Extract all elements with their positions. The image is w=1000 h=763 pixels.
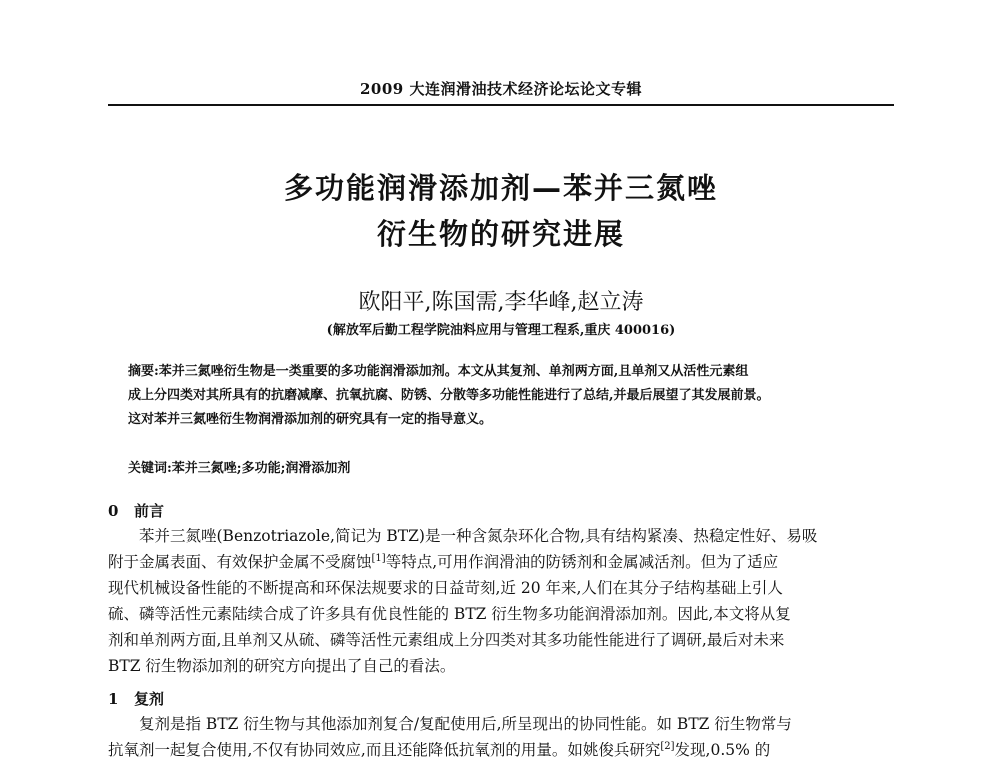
header-divider xyxy=(108,104,894,106)
body-line xyxy=(108,549,894,575)
abstract-block xyxy=(128,360,878,432)
author-list: 欧阳平,陈国需,李华峰,赵立涛 xyxy=(358,290,644,315)
section-number: 0 xyxy=(108,502,119,520)
body-text-segment: 抗氧剂一起复合使用,不仅有协同效应,而且还能降低抗氧剂的用量。如姚俊兵研究 xyxy=(108,741,661,759)
introduction-paragraph xyxy=(108,523,894,679)
section-title: 复剂 xyxy=(134,690,165,708)
body-line xyxy=(108,737,894,763)
section-heading-introduction xyxy=(108,500,164,521)
section-heading-compound-agents xyxy=(108,688,164,709)
paper-title-line-2: 衍生物的研究进展 xyxy=(376,217,625,251)
journal-header: 2009 大连润滑油技术经济论坛论文专辑 xyxy=(360,80,642,98)
body-line: 现代机械设备性能的不断提高和环保法规要求的日益苛刻,近 20 年来,人们在其分子结构基础上引人 xyxy=(108,579,783,597)
citation-ref: [1] xyxy=(371,552,386,564)
paper-title-line-1: 多功能润滑添加剂—苯并三氮唑 xyxy=(283,171,718,205)
body-line: 剂和单剂两方面,且单剂又从硫、磷等活性元素组成上分四类对其多功能性能进行了调研,最后对未来 xyxy=(108,631,785,649)
abstract-line: 这对苯并三氮唑衍生物润滑添加剂的研究具有一定的指导意义。 xyxy=(128,412,493,427)
body-line: 复剂是指 BTZ 衍生物与其他添加剂复合/复配使用后,所呈现出的协同性能。如 BTZ 衍生物常与 xyxy=(139,715,792,733)
abstract-line: 成上分四类对其所具有的抗磨减摩、抗氧抗腐、防锈、分散等多功能性能进行了总结,并最后展望了其发展前景。 xyxy=(128,388,770,403)
author-affiliation: (解放军后勤工程学院油料应用与管理工程系,重庆 400016) xyxy=(326,323,676,338)
compound-agents-paragraph xyxy=(108,711,894,763)
body-text-segment: 等特点,可用作润滑油的防锈剂和金属减活剂。但为了适应 xyxy=(385,553,779,571)
body-line: 硫、磷等活性元素陆续合成了许多具有优良性能的 BTZ 衍生物多功能润滑添加剂。因此,本文将从复 xyxy=(108,605,791,623)
body-text-segment: 发现,0.5% 的 xyxy=(674,741,771,759)
body-line: 苯并三氮唑(Benzotriazole,简记为 BTZ)是一种含氮杂环化合物,具有结构紧凑、热稳定性好、易吸 xyxy=(139,527,818,545)
section-number: 1 xyxy=(108,690,119,708)
body-text-segment: 附于金属表面、有效保护金属不受腐蚀 xyxy=(108,553,372,571)
citation-ref: [2] xyxy=(660,740,675,752)
section-title: 前言 xyxy=(134,502,165,520)
keywords: 关键词:苯并三氮唑;多功能;润滑添加剂 xyxy=(128,461,351,476)
abstract-line: 摘要:苯并三氮唑衍生物是一类重要的多功能润滑添加剂。本文从其复剂、单剂两方面,且单剂又从活性元素组 xyxy=(128,364,749,379)
body-line: BTZ 衍生物添加剂的研究方向提出了自己的看法。 xyxy=(108,657,456,675)
